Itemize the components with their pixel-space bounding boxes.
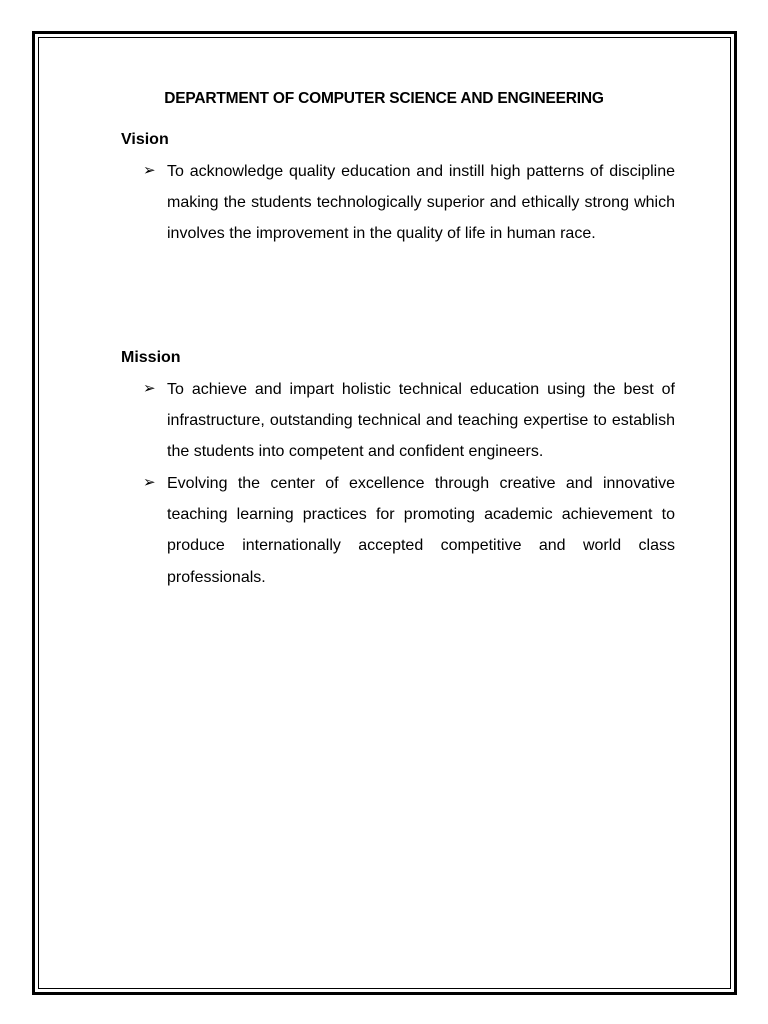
page-title: DEPARTMENT OF COMPUTER SCIENCE AND ENGINEERING bbox=[164, 90, 604, 107]
mission-heading: Mission bbox=[121, 349, 181, 366]
arrow-bullet-icon: ➢ bbox=[143, 380, 156, 397]
arrow-bullet-icon: ➢ bbox=[143, 474, 156, 491]
vision-statement: To acknowledge quality education and instill high patterns of discipline making the students technologically superior and ethically strong which involves the improvement in the quality of life in human race. bbox=[167, 163, 675, 243]
vision-heading: Vision bbox=[121, 131, 169, 148]
mission-item: Evolving the center of excellence through creative and innovative teaching learning practices for promoting academic achievement to produce internationally accepted competitive and world class professionals. bbox=[167, 475, 675, 586]
arrow-bullet-icon: ➢ bbox=[143, 162, 156, 179]
mission-item: To achieve and impart holistic technical education using the best of infrastructure, outstanding technical and teaching expertise to establish the students into competent and confident engineers. bbox=[167, 381, 675, 461]
